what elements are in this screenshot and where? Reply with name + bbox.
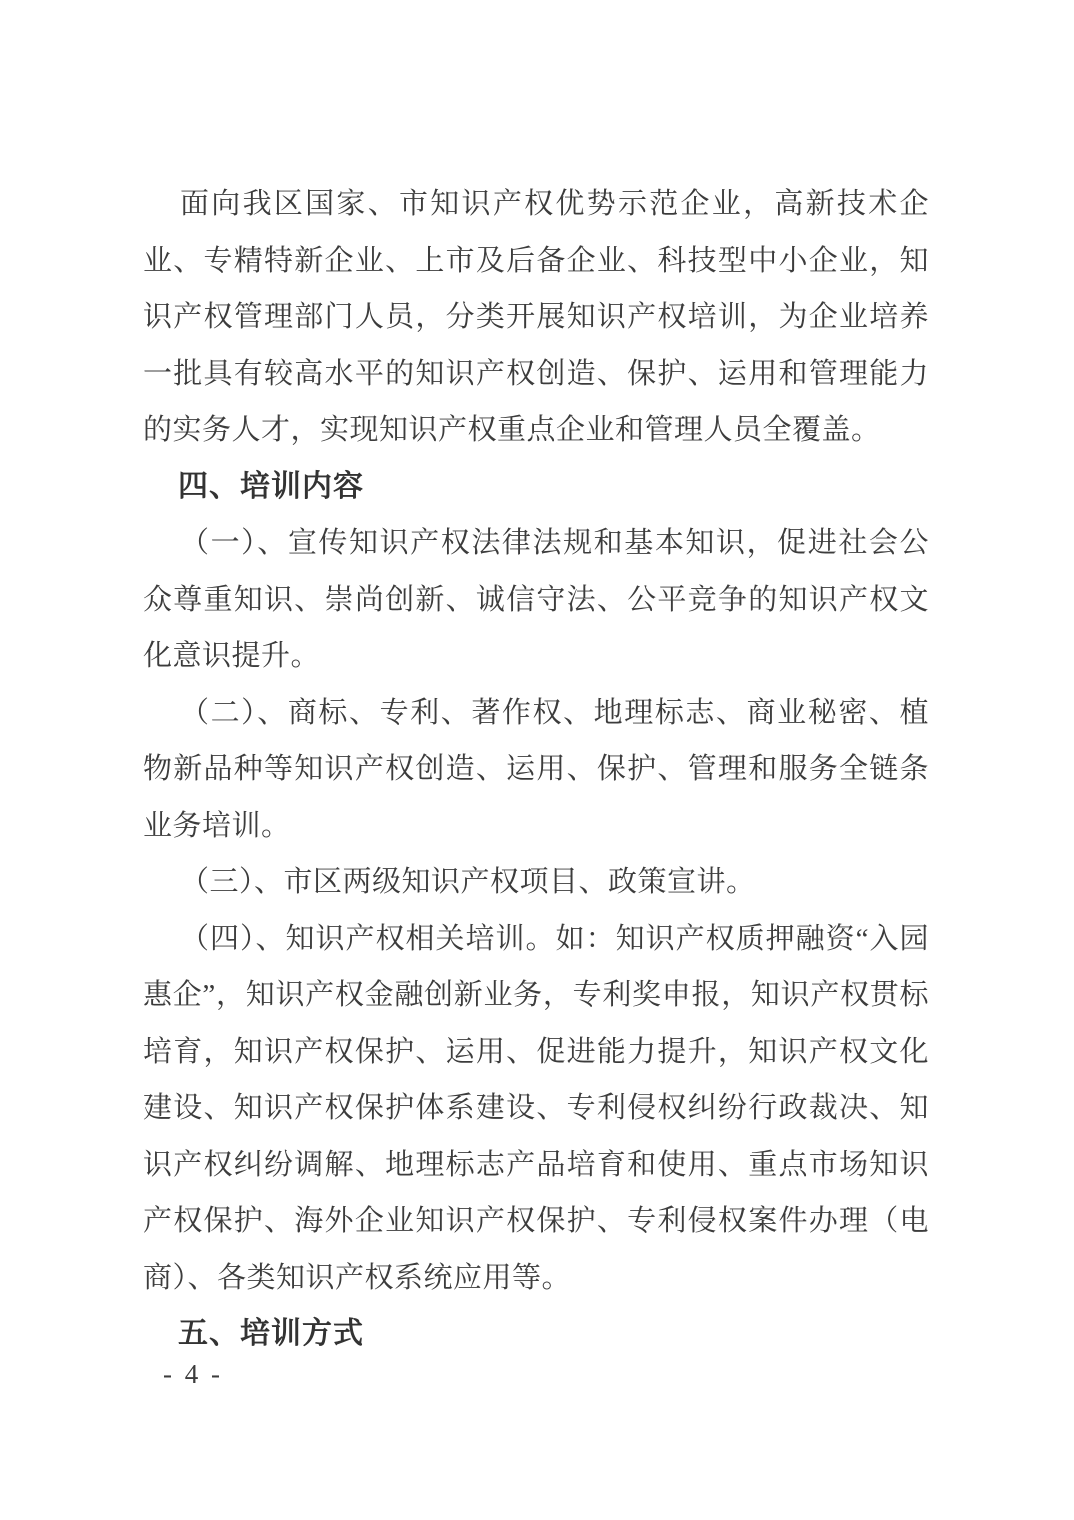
- list-item-3: （三）、市区两级知识产权项目、政策宣讲。: [180, 866, 756, 898]
- list-item-2: （二）、商标、专利、著作权、地理标志、商业秘密、植物新品种等知识产权创造、运用、保护、管理和服务全链条业务培训。: [143, 696, 929, 842]
- paragraph-intro: 面向我区国家、市知识产权优势示范企业，高新技术企业、专精特新企业、上市及后备企业、科技型中小企业，知识产权管理部门人员，分类开展知识产权培训，为企业培养一批具有较高水平的知识产权创造、保护、运用和管理能力的实务人才，实现知识产权重点企业和管理人员全覆盖。: [143, 188, 929, 446]
- document-body: [143, 176, 929, 1363]
- list-item-1: （一）、宣传知识产权法律法规和基本知识，促进社会公众尊重知识、崇尚创新、诚信守法、公平竞争的知识产权文化意识提升。: [143, 527, 929, 672]
- heading-section-5-training-method: 五、培训方式: [178, 1317, 364, 1350]
- page-number: - 4 -: [163, 1359, 223, 1389]
- heading-section-4-training-content: 四、培训内容: [178, 469, 364, 503]
- list-item-4: （四）、知识产权相关培训。如：知识产权质押融资“入园惠企”，知识产权金融创新业务，专利奖申报，知识产权贯标培育，知识产权保护、运用、促进能力提升，知识产权文化建设、知识产权保护体系建设、专利侵权纠纷行政裁决、知识产权纠纷调解、地理标志产品培育和使用、重点市场知识产权保护、海外企业知识产权保护、专利侵权案件办理（电商）、各类知识产权系统应用等。: [143, 922, 929, 1294]
